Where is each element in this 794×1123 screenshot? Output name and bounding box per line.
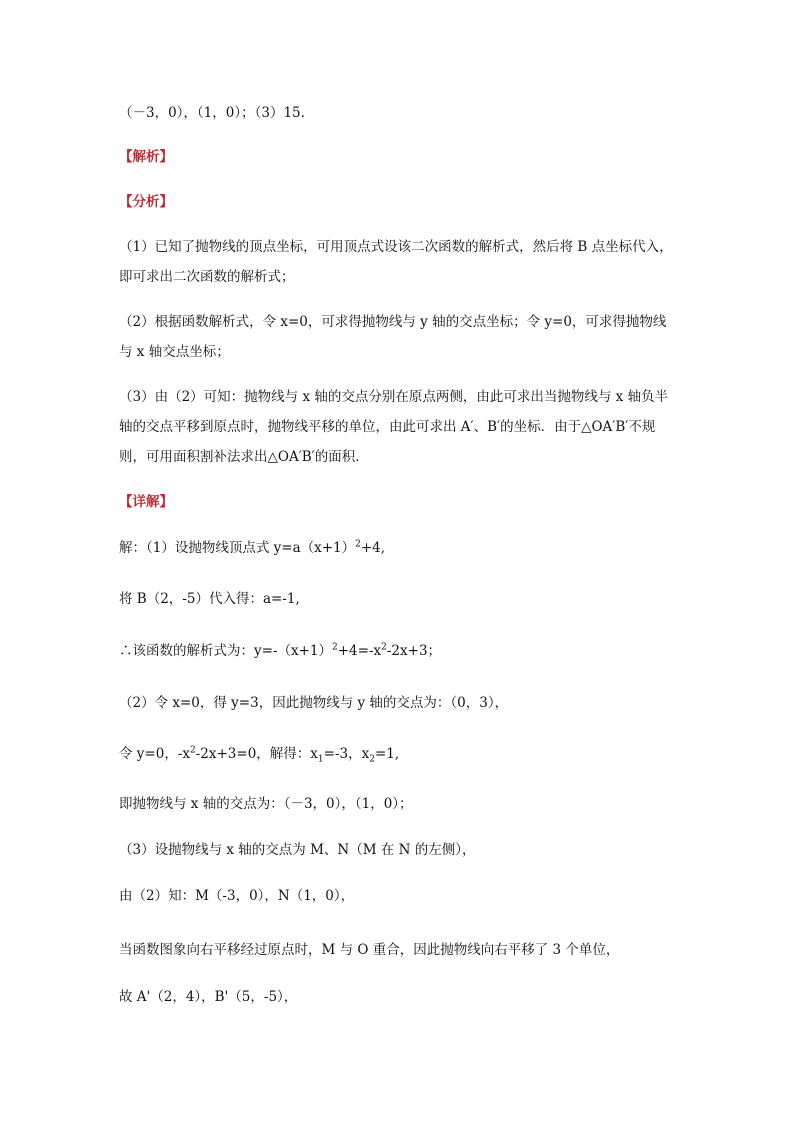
solution-step-4: （2）令 x=0，得 y=3，因此抛物线与 y 轴的交点为：（0，3）， [119, 695, 509, 711]
solution-step-10: 故 A'（2，4），B'（5，-5）， [119, 989, 298, 1005]
analysis-p3-line1: （3）由（2）可知：抛物线与 x 轴的交点分别在原点两侧，由此可求出当抛物线与 x 轴负半 [119, 389, 669, 405]
solution-step-1-text-a: 解：（1）设抛物线顶点式 y=a（x+1） [119, 540, 356, 556]
solution-step-3 [119, 642, 441, 660]
solution-step-1-text-b: +4, [360, 540, 386, 556]
analysis-p3-line3: 则，可用面积割补法求出△OA′B′的面积． [119, 449, 369, 465]
solution-step-5-text-c: =-3，x [323, 746, 370, 762]
analysis-p1-line1: （1）已知了抛物线的顶点坐标，可用顶点式设该二次函数的解析式，然后将 B 点坐标代入， [119, 239, 673, 255]
solution-step-8: 由（2）知：M（-3，0），N（1，0）， [119, 888, 355, 904]
answer-tail: （－3，0），（1，0）；（3）15. [119, 105, 305, 121]
analysis-p2-line2: 与 x 轴交点坐标； [119, 344, 230, 360]
solution-step-9: 当函数图象向右平移经过原点时，M 与 O 重合，因此抛物线向右平移了 3 个单位， [119, 942, 620, 958]
subscript: 1 [317, 754, 324, 765]
exponent: 2 [381, 642, 387, 653]
solution-step-7: （3）设抛物线与 x 轴的交点为 M、N（M 在 N 的左侧）， [119, 842, 476, 858]
subscript: 2 [369, 754, 375, 765]
exponent: 2 [190, 745, 196, 756]
analysis-p2-line1: （2）根据函数解析式，令 x=0，可求得抛物线与 y 轴的交点坐标；令 y=0，可求得抛物线 [119, 314, 667, 330]
solution-step-2: 将 B（2，-5）代入得：a=-1, [119, 591, 300, 607]
exponent: 2 [355, 539, 361, 550]
heading-xiangjie: 【详解】 [119, 494, 173, 510]
analysis-p1-line2: 即可求出二次函数的解析式； [119, 269, 295, 285]
heading-fenxi: 【分析】 [119, 194, 173, 210]
heading-jiexi: 【解析】 [119, 149, 173, 165]
analysis-p3-line2: 轴的交点平移到原点时，抛物线平移的单位，由此可求出 A′、B′的坐标．由于△OA′B′不规 [119, 419, 656, 435]
exponent: 2 [332, 642, 338, 653]
solution-step-5 [119, 745, 399, 763]
solution-step-5-text-a: 令 y=0，-x [119, 746, 190, 762]
solution-step-3-text-a: ∴该函数的解析式为：y=-（x+1） [119, 643, 333, 659]
solution-step-5-text-d: =1, [374, 746, 400, 762]
solution-step-5-text-b: -2x+3=0，解得：x [195, 746, 318, 762]
solution-step-6: 即抛物线与 x 轴的交点为：（－3，0），（1，0）； [119, 796, 413, 812]
solution-step-3-text-b: +4=-x [337, 643, 382, 659]
solution-step-1 [119, 539, 385, 557]
solution-step-3-text-c: -2x+3； [386, 643, 442, 659]
